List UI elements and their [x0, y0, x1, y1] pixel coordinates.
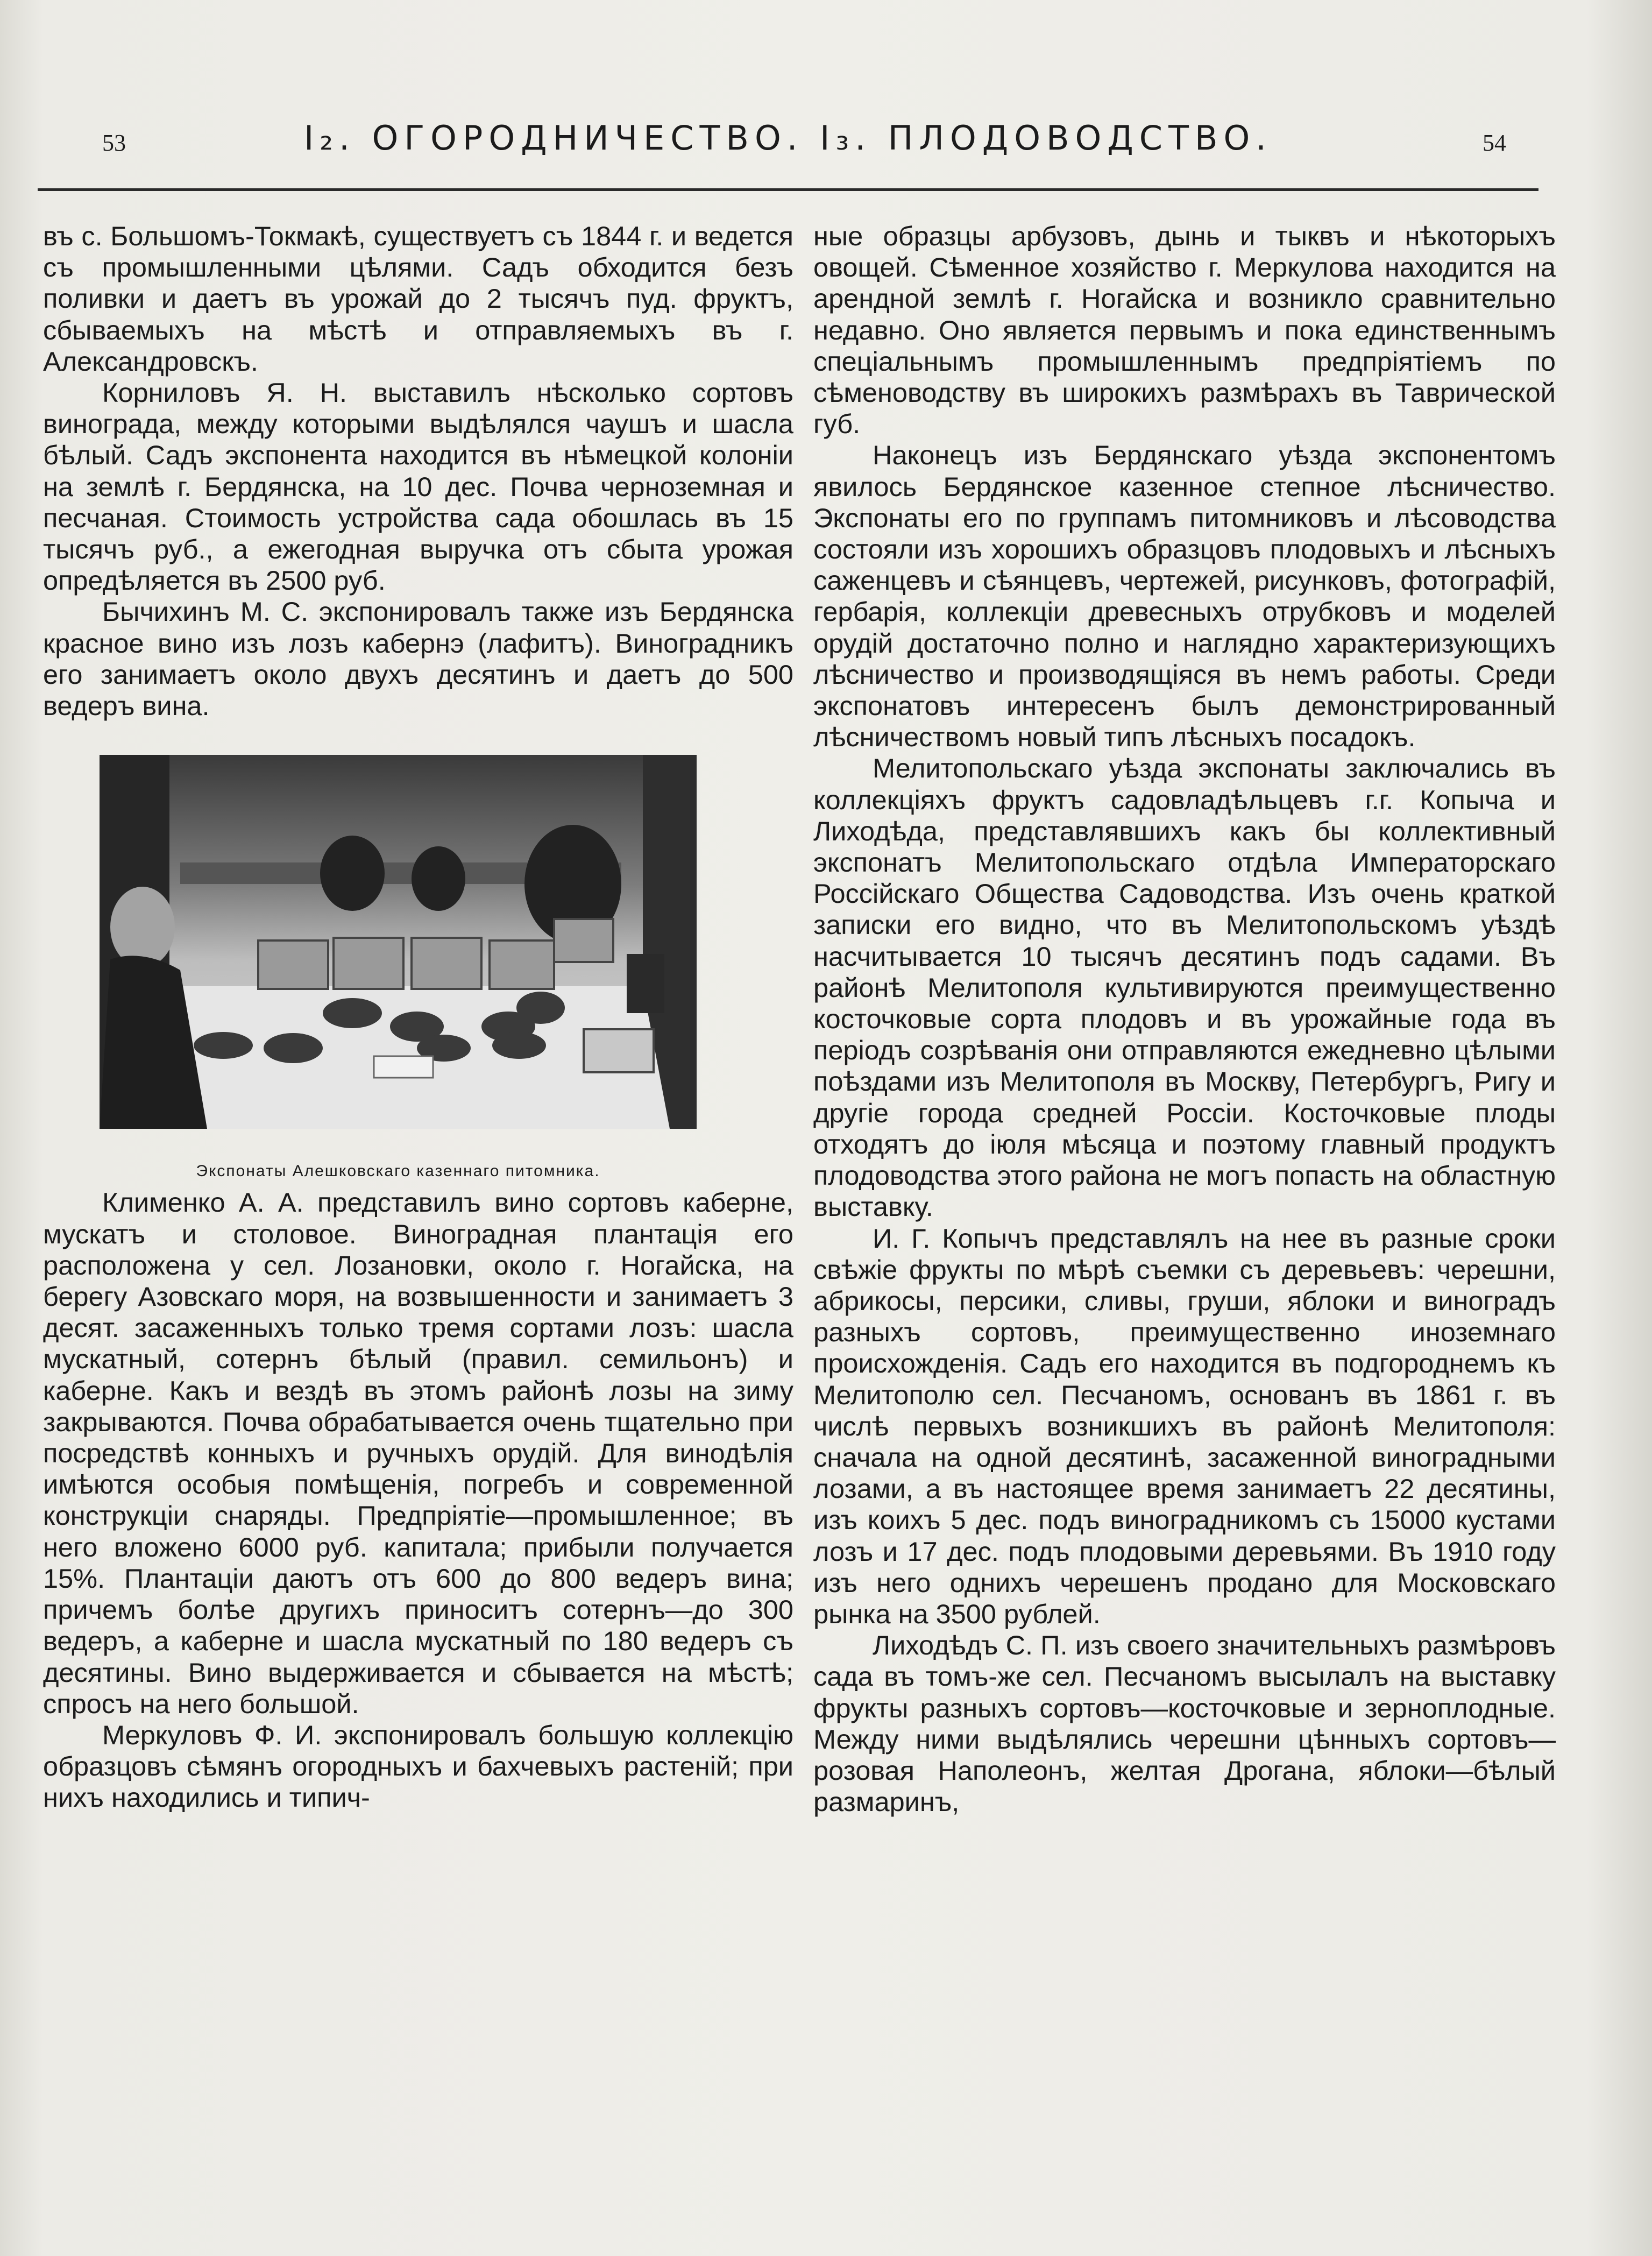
paragraph: Наконецъ изъ Бердянскаго уѣзда экспонентомъ явилось Бердянское казенное степное лѣсничество. Экспонаты его по группамъ питомниковъ и лѣсоводства состояли изъ хорошихъ образцовъ плодовыхъ и лѣсныхъ саженцевъ и сѣянцевъ, чертежей, рисунковъ, фотографій, гербарія, коллекціи древесныхъ отрубковъ и моделей орудій достаточно полно и наглядно характеризующихъ лѣсничество и производящіяся въ немъ работы. Среди экспонатовъ интересенъ былъ демонстрированный лѣсничествомъ новый типъ лѣсныхъ посадокъ.	[813, 440, 1556, 753]
paragraph: Клименко А. А. представилъ вино сортовъ каберне, мускатъ и столовое. Виноградная плантація его расположена у сел. Лозановки, около г. Ногайска, на берегу Азовскаго моря, на возвышенности и занимаетъ 3 десят. засаженныхъ только тремя сортами лозъ: шасла мускатный, сотернъ бѣлый (правил. семильонъ) и каберне. Какъ и вездѣ въ этомъ районѣ лозы на зиму закрываются. Почва обрабатывается очень тщательно при посредствѣ конныхъ и ручныхъ орудій. Для винодѣлія имѣются особыя помѣщенія, погребъ и современной конструкціи снаряды. Предпріятіе—промышленное; въ него вложено 6000 руб. капитала; прибыли получается 15%. Плантаціи даютъ отъ 600 до 800 ведеръ вина; причемъ болѣе другихъ приноситъ сотернъ—до 300 ведеръ, а каберне и шасла мускатный по 180 ведеръ съ десятины. Вино выдерживается и сбывается на мѣстѣ; спросъ на него большой.	[43, 1187, 793, 1719]
figure-caption: Экспонаты Алешковскаго казеннаго питомника.	[196, 1162, 600, 1180]
paragraph: Меркуловъ Ф. И. экспонировалъ большую коллекцію образцовъ сѣмянъ огородныхъ и бахчевыхъ растеній; при нихъ находились и типич-	[43, 1719, 793, 1813]
paragraph: Корниловъ Я. Н. выставилъ нѣсколько сортовъ винограда, между которыми выдѣлялся чаушъ и шасла бѣлый. Садъ экспонента находится въ нѣмецкой колоніи на землѣ г. Бердянска, на 10 дес. Почва черноземная и песчаная. Стоимость устройства сада обошлась въ 15 тысячъ руб., а ежегодная выручка отъ сбыта урожая опредѣляется въ 2500 руб.	[43, 377, 793, 596]
exhibit-photo	[100, 755, 697, 1129]
figure	[100, 755, 740, 1187]
page-number-left: 53	[102, 130, 126, 156]
paragraph: ные образцы арбузовъ, дынь и тыквъ и нѣкоторыхъ овощей. Сѣменное хозяйство г. Меркулова находится на арендной землѣ г. Ногайска и возникло сравнительно недавно. Оно является первымъ и пока единственнымъ спеціальнымъ промышленнымъ предпріятіемъ по сѣменоводству въ широкихъ размѣрахъ въ Таврической губ.	[813, 221, 1556, 440]
page-number-right: 54	[1483, 130, 1506, 156]
running-title: I₂. ОГОРОДНИЧЕСТВО. I₃. ПЛОДОВОДСТВО.	[303, 118, 1272, 158]
page-header	[38, 118, 1538, 183]
paragraph: Мелитопольскаго уѣзда экспонаты заключались въ коллекціяхъ фруктъ садовладѣльцевъ г.г. Копыча и Лиходѣда, представлявшихъ какъ бы коллективный экспонатъ Мелитопольскаго отдѣла Императорскаго Россійскаго Общества Садоводства. Изъ очень краткой записки его видно, что въ Мелитопольскомъ уѣздѣ насчитывается 10 тысячъ десятинъ подъ садами. Въ районѣ Мелитополя культивируются преимущественно косточковые сорта плодовъ и въ урожайные года въ періодъ созрѣванія они отправляются ежедневно цѣлыми поѣздами изъ Мелитополя въ Москву, Петербургъ, Ригу и другіе города средней Россіи. Косточковые плоды отходятъ до іюля мѣсяца и поэтому главный продуктъ плодоводства этого района не могъ попасть на областную выставку.	[813, 753, 1556, 1222]
paragraph: Бычихинъ М. С. экспонировалъ также изъ Бердянска красное вино изъ лозъ кабернэ (лафитъ). Виноградникъ его занимаетъ около двухъ десятинъ и даетъ до 500 ведеръ вина.	[43, 596, 793, 722]
paragraph: Лиходѣдъ С. П. изъ своего значительныхъ размѣровъ сада въ томъ-же сел. Песчаномъ высылалъ на выставку фрукты разныхъ сортовъ—косточковые и зерноплодные. Между ними выдѣлялись черешни цѣнныхъ сортовъ—розовая Наполеонъ, желтая Дрогана, яблоки—бѣлый размаринъ,	[813, 1630, 1556, 1817]
paragraph: И. Г. Копычъ представлялъ на нее въ разные сроки свѣжіе фрукты по мѣрѣ съемки съ деревьевъ: черешни, абрикосы, персики, сливы, груши, яблоки и виноградъ разныхъ сортовъ, преимущественно иноземнаго происхожденія. Садъ его находится въ подгороднемъ къ Мелитополю сел. Песчаномъ, основанъ въ 1861 г. въ числѣ первыхъ возникшихъ въ районѣ Мелитополя: сначала на одной десятинѣ, засаженной виноградными лозами, а въ настоящее время занимаетъ 22 десятины, изъ коихъ 5 дес. подъ виноградникомъ съ 15000 кустами лозъ и 17 дес. подъ плодовыми деревьями. Въ 1910 году изъ него однихъ черешенъ продано для Московскаго рынка на 3500 рублей.	[813, 1222, 1556, 1629]
header-rule	[38, 188, 1538, 191]
right-column	[813, 221, 1556, 1817]
paragraph: въ с. Большомъ-Токмакѣ, существуетъ съ 1844 г. и ведется съ промышленными цѣлями. Садъ обходится безъ поливки и даетъ въ урожай до 2 тысячъ пуд. фруктъ, сбываемыхъ на мѣстѣ и отправляемыхъ въ г. Александровскъ.	[43, 221, 793, 377]
left-column	[43, 221, 793, 1814]
